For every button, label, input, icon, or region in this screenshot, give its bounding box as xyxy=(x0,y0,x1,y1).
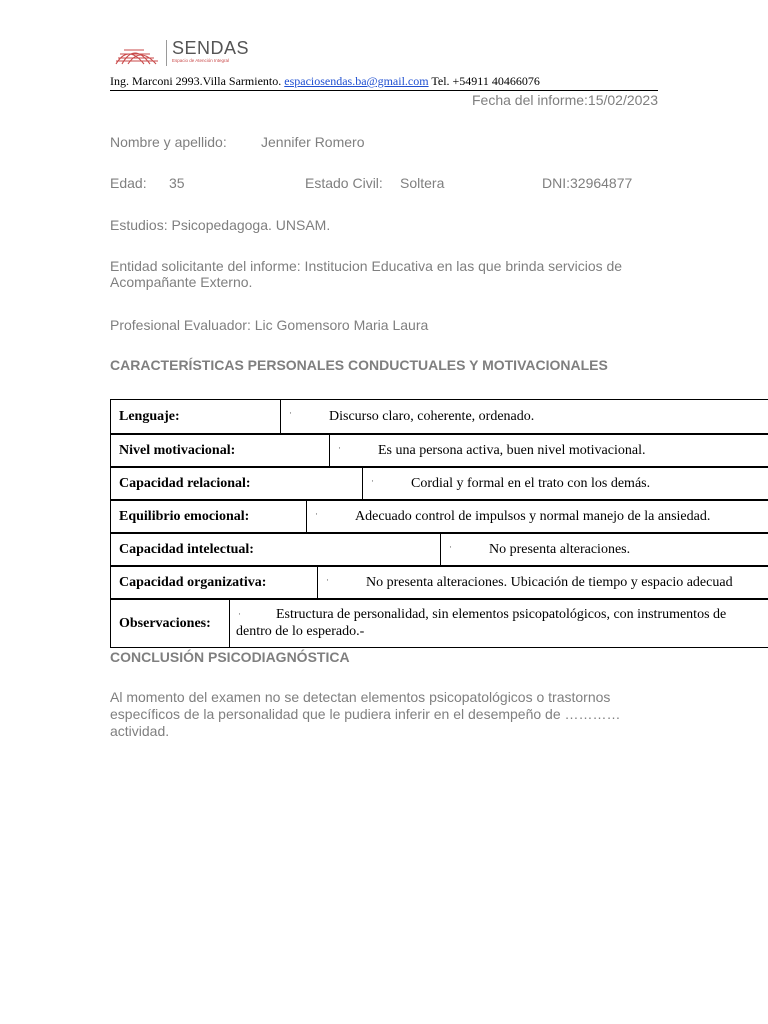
civil-status-label: Estado Civil: xyxy=(305,175,383,191)
logo-arches-icon xyxy=(114,40,162,66)
report-date: Fecha del informe:15/02/2023 xyxy=(471,92,658,108)
row-label: Lenguaje: xyxy=(111,400,281,433)
row-label: Observaciones: xyxy=(111,600,230,647)
row-value-cell xyxy=(318,567,768,598)
table-row xyxy=(110,598,768,648)
bullet: · xyxy=(326,575,329,585)
row-label: Capacidad intelectual: xyxy=(111,534,441,565)
requesting-entity: Entidad solicitante del informe: Institucion Educativa en las que brinda servicios de Acompañante Externo. xyxy=(110,258,623,290)
sendas-logo xyxy=(114,38,264,68)
row-value-line2: dentro de lo esperado.- xyxy=(236,624,365,639)
row-label: Capacidad organizativa: xyxy=(111,567,318,598)
age-label: Edad: xyxy=(110,175,147,191)
table-row xyxy=(110,532,768,565)
bullet: · xyxy=(238,609,241,619)
row-value-cell xyxy=(441,534,768,565)
logo-divider xyxy=(166,40,167,66)
section-title: CARACTERÍSTICAS PERSONALES CONDUCTUALES Y MOTIVACIONALES xyxy=(110,357,608,373)
civil-status-value: Soltera xyxy=(400,175,445,191)
row-value-cell xyxy=(307,501,768,532)
logo-tagline: Espacio de Atención Integral xyxy=(172,58,230,63)
logo-name: SENDAS xyxy=(172,38,250,58)
row-label: Equilibrio emocional: xyxy=(111,501,307,532)
row-value-line1: Estructura de personalidad, sin elementos psicopatológicos, con instrumentos de xyxy=(276,607,727,622)
conclusion-title: CONCLUSIÓN PSICODIAGNÓSTICA xyxy=(110,649,350,665)
characteristics-table xyxy=(110,399,768,648)
row-value-cell xyxy=(230,600,768,647)
row-value-cell xyxy=(363,468,768,499)
row-value-cell xyxy=(281,400,768,433)
table-row xyxy=(110,433,768,466)
row-value: Adecuado control de impulsos y normal manejo de la ansiedad. xyxy=(355,508,711,524)
header-address: Ing. Marconi 2993.Villa Sarmiento. xyxy=(110,74,282,88)
bullet: · xyxy=(289,408,292,418)
studies: Estudios: Psicopedagoga. UNSAM. xyxy=(110,217,331,233)
evaluator: Profesional Evaluador: Lic Gomensoro Maria Laura xyxy=(110,317,429,333)
age-value: 35 xyxy=(169,175,185,191)
name-value: Jennifer Romero xyxy=(261,134,365,150)
row-value-cell xyxy=(330,435,768,466)
row-label: Capacidad relacional: xyxy=(111,468,363,499)
header-contact-line xyxy=(110,74,658,91)
row-value: No presenta alteraciones. Ubicación de tiempo y espacio adecuad xyxy=(366,574,733,590)
bullet: · xyxy=(315,509,318,519)
header-phone: Tel. +54911 40466076 xyxy=(431,74,540,88)
dni: DNI:32964877 xyxy=(542,175,633,191)
row-value: Es una persona activa, buen nivel motivacional. xyxy=(378,442,646,458)
bullet: · xyxy=(371,476,374,486)
bullet: · xyxy=(449,542,452,552)
bullet: · xyxy=(338,443,341,453)
row-value: Discurso claro, coherente, ordenado. xyxy=(329,408,535,424)
table-row xyxy=(110,565,768,598)
header-email-link[interactable]: espaciosendas.ba@gmail.com xyxy=(284,74,429,88)
conclusion-text: Al momento del examen no se detectan elementos psicopatológicos o trastornos específicos de la personalidad que le pudiera inferir en el desempeño de ………… actividad. xyxy=(110,689,621,739)
table-row xyxy=(110,399,768,433)
table-row xyxy=(110,499,768,532)
row-label: Nivel motivacional: xyxy=(111,435,330,466)
row-value: Cordial y formal en el trato con los demás. xyxy=(411,475,651,491)
name-label: Nombre y apellido: xyxy=(110,134,227,150)
table-row xyxy=(110,466,768,499)
row-value: No presenta alteraciones. xyxy=(489,541,631,557)
